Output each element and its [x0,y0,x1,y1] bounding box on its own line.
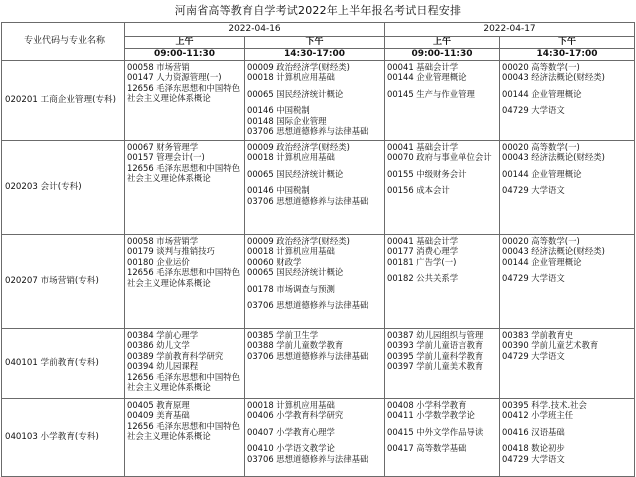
table-row [2,141,635,235]
course-line: 00182 公共关系学 [387,273,459,284]
course-line: 04729 大学语文 [502,453,565,464]
course-line: 00418 数论初步 [502,443,565,454]
course-line: 00148 国际企业管理 [247,115,327,126]
course-line: 04729 大学语文 [502,273,565,284]
course-cell-d2-am [385,235,500,329]
major-column-header: 专业代码与专业名称 [2,23,125,61]
course-line: 00386 幼儿文学 [127,340,190,351]
course-line: 00146 中国税制 [247,185,310,196]
major-name: 020207 市场营销(专科) [2,235,125,329]
course-line: 04729 大学语文 [502,105,565,116]
course-line: 00407 小学教育心理学 [247,426,335,437]
date-header-1: 2022-04-16 [125,23,385,37]
table-row [2,329,635,399]
course-line: 03706 思想道德修养与法律基础 [247,453,369,464]
course-line: 00388 学前儿童数学教育 [247,340,344,351]
course-line: 00416 汉语基础 [502,426,565,437]
day1-am-label: 上午 [125,37,245,49]
course-line: 00020 高等数学(一) [502,142,580,152]
course-line: 社会主义理论体系概论 [127,277,211,288]
day2-pm-label: 下午 [500,37,635,49]
course-line: 00394 幼儿园课程 [127,361,199,372]
course-cell-d2-pm [500,399,635,477]
table-row [2,235,635,329]
course-line: 00009 政治经济学(财经类) [247,236,350,246]
course-line: 社会主义理论体系概论 [127,173,211,184]
table-row [2,61,635,141]
course-line: 00009 政治经济学(财经类) [247,62,350,72]
course-line: 00180 企业运价 [127,256,190,267]
course-cell-d1-am [125,329,245,399]
course-line: 00009 政治经济学(财经类) [247,142,350,152]
course-line: 00393 学前儿童语言教育 [387,340,484,351]
page-title: 河南省高等教育自学考试2022年上半年报名考试日程安排 [174,4,462,17]
exam-schedule-table [1,22,635,477]
course-line: 00060 财政学 [247,256,302,267]
course-line: 00144 企业管理概论 [502,256,582,267]
course-line: 00408 小学科学教育 [387,400,467,410]
course-cell-d2-am [385,399,500,477]
course-line: 00179 谈判与推销技巧 [127,246,215,257]
course-line: 03706 思想道德修养与法律基础 [247,125,369,136]
date-header-2: 2022-04-17 [385,23,635,37]
major-name: 020203 会计(专科) [2,141,125,235]
course-line: 00018 计算机应用基础 [247,400,335,410]
course-line: 00020 高等数学(一) [502,62,580,72]
course-line: 00181 广告学(一) [387,256,457,267]
major-name: 040103 小学教育(专科) [2,399,125,477]
course-cell-d1-am [125,141,245,235]
course-line: 00415 中外文学作品导读 [387,426,484,437]
course-line: 00067 财务管理学 [127,142,199,152]
course-line: 00412 小学班主任 [502,410,574,421]
course-cell-d2-pm [500,61,635,141]
course-cell-d2-pm [500,329,635,399]
course-line: 00058 市场营销学 [127,236,199,246]
course-line: 00070 政府与事业单位会计 [387,152,492,163]
course-cell-d1-pm [245,235,385,329]
course-line: 00384 学前心理学 [127,330,199,340]
course-line: 00156 成本会计 [387,185,450,196]
day2-am-time: 09:00-11:30 [385,49,500,61]
course-line: 00041 基础会计学 [387,236,459,246]
course-cell-d1-am [125,399,245,477]
course-line: 00155 中级财务会计 [387,168,467,179]
course-cell-d1-pm [245,399,385,477]
course-line: 12656 毛泽东思想和中国特色 [127,162,241,173]
course-line: 00405 教育原理 [127,400,190,410]
course-line: 00043 经济法概论(财经类) [502,246,605,257]
course-line: 00065 国民经济统计概论 [247,88,344,99]
course-line: 00147 人力资源管理(一) [127,72,222,83]
course-line: 00177 消费心理学 [387,246,459,257]
course-line: 00417 高等数学基础 [387,443,467,454]
day2-pm-time: 14:30-17:00 [500,49,635,61]
course-line: 12656 毛泽东思想和中国特色 [127,371,241,382]
course-line: 00065 国民经济统计概论 [247,168,344,179]
course-cell-d2-pm [500,141,635,235]
course-line: 00409 美育基础 [127,410,190,421]
day1-pm-time: 14:30-17:00 [245,49,385,61]
course-line: 03706 思想道德修养与法律基础 [247,299,369,310]
course-line: 00018 计算机应用基础 [247,72,335,83]
course-line: 社会主义理论体系概论 [127,93,211,104]
course-line: 12656 毛泽东思想和中国特色 [127,267,241,278]
course-line: 00058 市场营销 [127,62,190,72]
course-line: 00020 高等数学(一) [502,236,580,246]
day1-pm-label: 下午 [245,37,385,49]
course-line: 00411 小学数学教学论 [387,410,475,421]
day1-am-time: 09:00-11:30 [125,49,245,61]
course-cell-d1-pm [245,61,385,141]
course-cell-d1-pm [245,329,385,399]
course-line: 00395 学前儿童科学教育 [387,350,484,361]
course-line: 04729 大学语文 [502,350,565,361]
course-cell-d2-am [385,61,500,141]
course-line: 00018 计算机应用基础 [247,246,335,257]
course-line: 12656 毛泽东思想和中国特色 [127,82,241,93]
course-line: 03706 思想道德修养与法律基础 [247,350,369,361]
schedule-body [2,61,635,477]
table-row [2,399,635,477]
course-line: 00389 学前教育科学研究 [127,350,224,361]
course-line: 04729 大学语文 [502,185,565,196]
course-line: 00065 国民经济统计概论 [247,267,344,278]
course-line: 社会主义理论体系概论 [127,431,211,442]
course-line: 03706 思想道德修养与法律基础 [247,195,369,206]
course-cell-d1-am [125,235,245,329]
course-line: 00018 计算机应用基础 [247,152,335,163]
course-line: 00043 经济法概论(财经类) [502,152,605,163]
course-line: 00397 学前儿童美术教育 [387,361,484,372]
course-cell-d2-am [385,141,500,235]
course-line: 00146 中国税制 [247,105,310,116]
course-line: 00144 企业管理概论 [502,88,582,99]
course-line: 00144 企业管理概论 [387,72,467,83]
course-line: 00144 企业管理概论 [502,168,582,179]
major-name: 020201 工商企业管理(专科) [2,61,125,141]
course-cell-d1-pm [245,141,385,235]
major-name: 040101 学前教育(专科) [2,329,125,399]
course-line: 00395 科学.技术.社会 [502,400,587,410]
course-line: 00390 学前儿童艺术教育 [502,340,599,351]
course-cell-d2-pm [500,235,635,329]
course-line: 社会主义理论体系概论 [127,381,211,392]
course-line: 00406 小学教育科学研究 [247,410,344,421]
course-line: 00043 经济法概论(财经类) [502,72,605,83]
course-line: 12656 毛泽东思想和中国特色 [127,420,241,431]
course-line: 00041 基础会计学 [387,142,459,152]
day2-am-label: 上午 [385,37,500,49]
course-line: 00178 市场调查与预测 [247,283,335,294]
course-cell-d1-am [125,61,245,141]
course-cell-d2-am [385,329,500,399]
course-line: 00145 生产与作业管理 [387,88,475,99]
course-line: 00385 学前卫生学 [247,330,319,340]
course-line: 00383 学前教育史 [502,330,574,340]
course-line: 00041 基础会计学 [387,62,459,72]
course-line: 00410 小学语文教学论 [247,443,335,454]
course-line: 00387 幼儿园组织与管理 [387,330,484,340]
course-line: 00157 管理会计(一) [127,152,205,163]
